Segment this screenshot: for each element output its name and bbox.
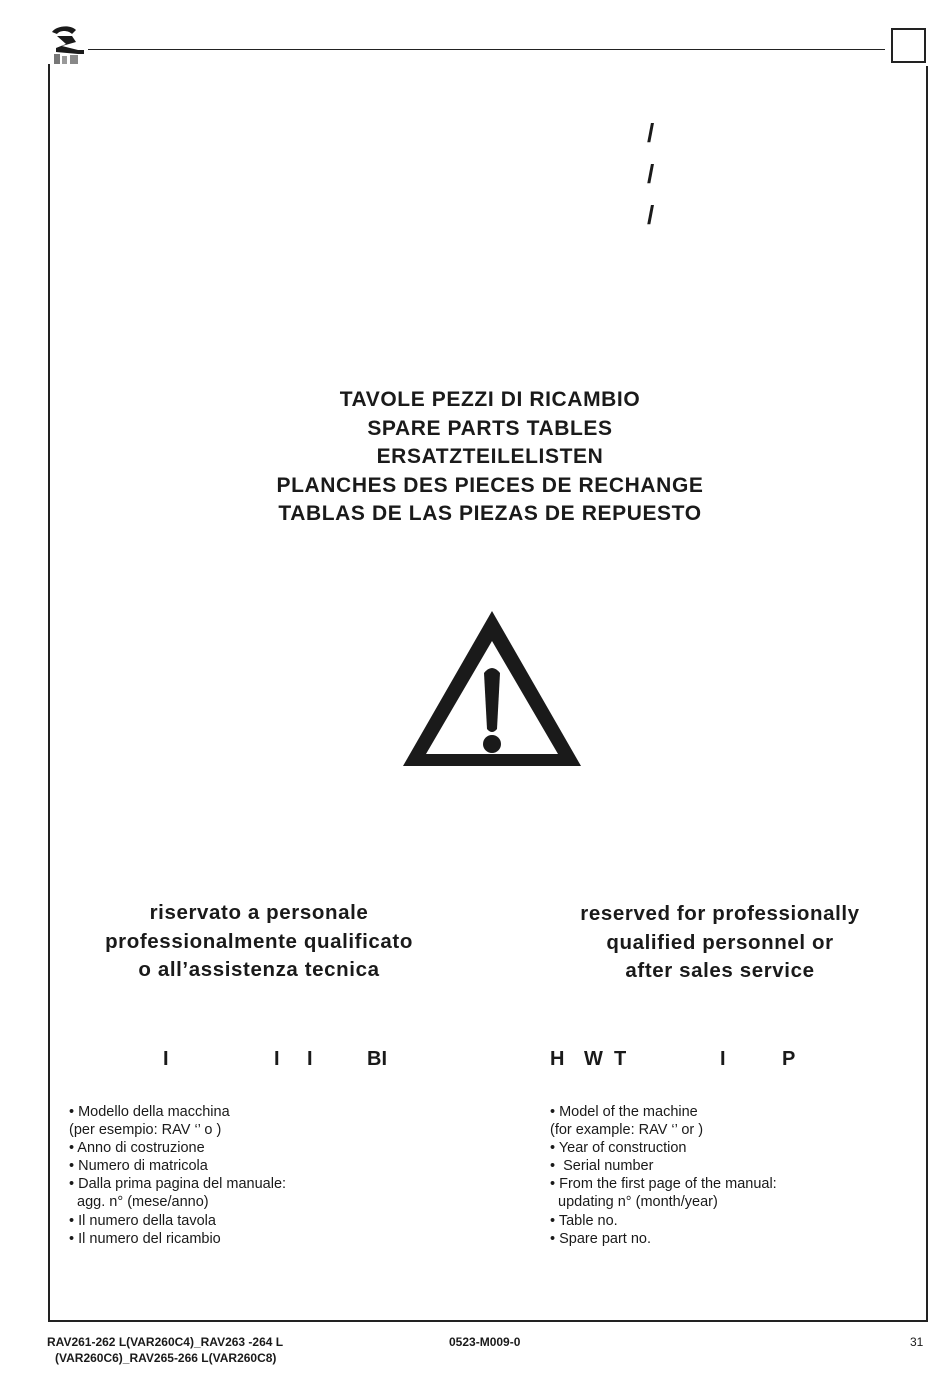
heading-fragment: I bbox=[274, 1048, 280, 1070]
heading-fragment: H bbox=[550, 1048, 565, 1070]
list-item: agg. n° (mese/anno) bbox=[69, 1194, 209, 1211]
list-item: • Table no. bbox=[550, 1212, 618, 1229]
notice-line: qualified personnel or bbox=[606, 930, 834, 954]
slash-mark: / bbox=[647, 118, 655, 148]
info-list-en bbox=[550, 1103, 777, 1248]
notice-line: reserved for professionally bbox=[580, 902, 860, 925]
corner-box bbox=[891, 28, 926, 63]
footer-model-line: RAV261-262 L(VAR260C4)_RAV263 -264 L bbox=[47, 1335, 284, 1349]
list-item: • Dalla prima pagina del manuale: bbox=[69, 1176, 287, 1193]
heading-fragment: P bbox=[782, 1048, 796, 1070]
brand-logo-icon bbox=[48, 24, 88, 68]
heading-fragment: BI bbox=[367, 1048, 387, 1070]
notice-line: riservato a personale bbox=[149, 901, 369, 924]
title-line: TAVOLE PEZZI DI RICAMBIO bbox=[339, 388, 641, 411]
list-item: • Year of construction bbox=[550, 1140, 687, 1157]
heading-fragment: I bbox=[307, 1048, 313, 1070]
info-list-it bbox=[69, 1103, 286, 1248]
footer-doc-code: 0523-M009-0 bbox=[449, 1335, 521, 1349]
title-line: TABLAS DE LAS PIEZAS DE REPUESTO bbox=[278, 502, 702, 525]
notice-line: after sales service bbox=[625, 959, 815, 982]
footer-model-line: (VAR260C6)_RAV265-266 L(VAR260C8) bbox=[55, 1350, 277, 1365]
reserved-notice-it bbox=[70, 899, 448, 985]
title-line: SPARE PARTS TABLES bbox=[367, 416, 613, 440]
list-item: • Serial number bbox=[550, 1158, 654, 1175]
list-item: updating n° (month/year) bbox=[550, 1194, 718, 1211]
title-line: PLANCHES DES PIECES DE RECHANGE bbox=[276, 473, 704, 497]
left-rule bbox=[48, 64, 50, 1322]
list-item: • From the first page of the manual: bbox=[550, 1176, 777, 1193]
slash-mark: / bbox=[647, 159, 655, 189]
list-item: (for example: RAV ‘’ or ) bbox=[550, 1122, 704, 1139]
list-item: • Model of the machine bbox=[550, 1104, 698, 1120]
slash-mark: / bbox=[647, 200, 655, 230]
list-item: • Numero di matricola bbox=[69, 1158, 208, 1175]
list-item: (per esempio: RAV ‘’ o ) bbox=[69, 1122, 222, 1139]
notice-line: o all’assistenza tecnica bbox=[138, 958, 380, 981]
list-item: • Il numero del ricambio bbox=[69, 1230, 221, 1247]
title-line: ERSATZTEILELISTEN bbox=[376, 445, 604, 468]
heading-fragment: W bbox=[584, 1048, 603, 1070]
list-item: • Anno di costruzione bbox=[69, 1140, 205, 1157]
heading-fragment: I bbox=[163, 1048, 169, 1070]
warning-icon bbox=[400, 607, 584, 769]
list-item: • Il numero della tavola bbox=[69, 1212, 216, 1229]
reserved-notice-en bbox=[530, 900, 910, 986]
top-rule bbox=[88, 49, 885, 50]
heading-fragment: T bbox=[614, 1048, 627, 1070]
footer-model bbox=[47, 1335, 283, 1366]
bottom-rule bbox=[48, 1320, 928, 1322]
notice-line: professionalmente qualificato bbox=[105, 929, 413, 953]
page-number: 31 bbox=[910, 1335, 924, 1349]
right-rule bbox=[926, 66, 928, 1322]
heading-fragment: I bbox=[720, 1048, 726, 1070]
list-item: • Spare part no. bbox=[550, 1230, 651, 1247]
title-block bbox=[230, 386, 750, 529]
list-item: • Modello della macchina bbox=[69, 1104, 230, 1120]
